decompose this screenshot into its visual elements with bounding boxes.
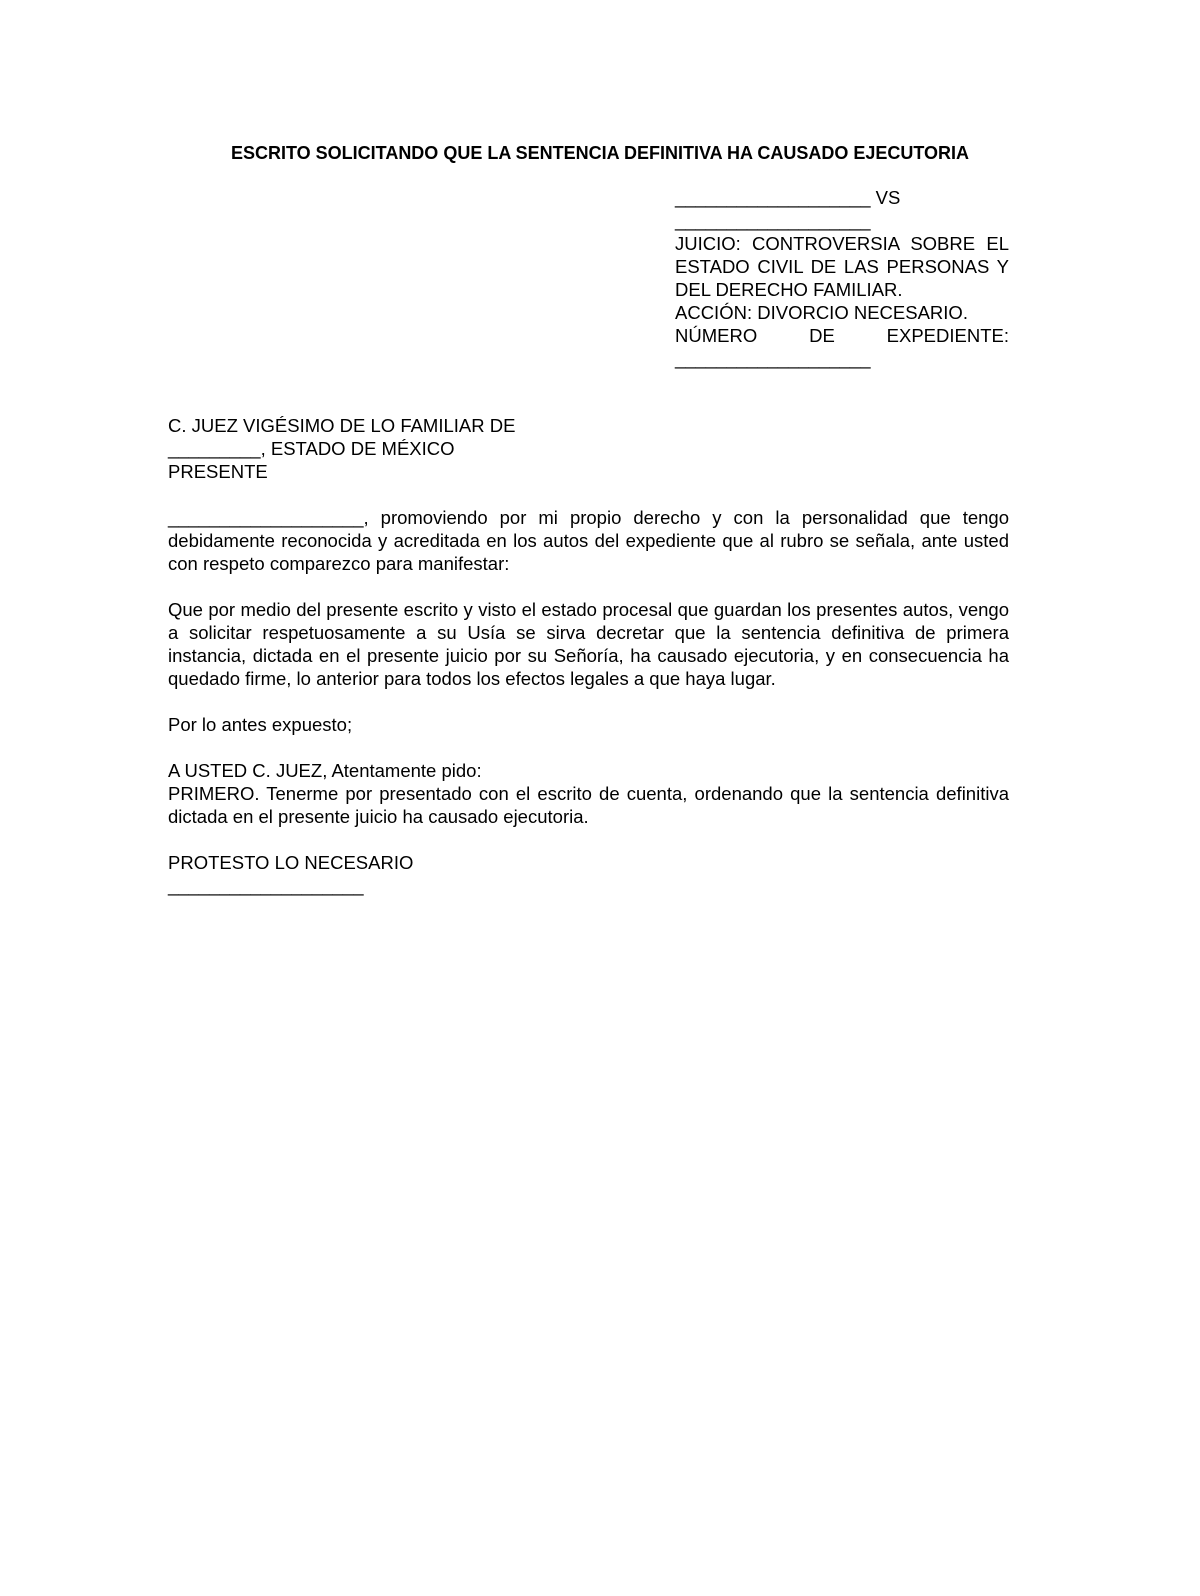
caption-parties-line: ___________________ VS	[675, 187, 901, 208]
document-body	[168, 414, 1009, 897]
case-caption	[675, 186, 1009, 370]
addressee-line-2: _________, ESTADO DE MÉXICO	[168, 438, 455, 459]
petition-first: PRIMERO. Tenerme por presentado con el escrito de cuenta, ordenando que la sentencia definitiva dictada en el presente juicio ha causado ejecutoria.	[168, 783, 1009, 827]
document-title: ESCRITO SOLICITANDO QUE LA SENTENCIA DEFINITIVA HA CAUSADO EJECUTORIA	[230, 143, 970, 163]
paragraph-expuesto: Por lo antes expuesto;	[168, 714, 353, 735]
addressee-line-1: C. JUEZ VIGÉSIMO DE LO FAMILIAR DE	[168, 415, 516, 436]
signature-line: ___________________	[168, 875, 364, 896]
closing-protesto: PROTESTO LO NECESARIO	[168, 852, 414, 873]
caption-expediente: NÚMERO DE EXPEDIENTE: ___________________	[675, 325, 1009, 369]
caption-blank-line: ___________________	[675, 210, 871, 231]
paragraph-introduction: ___________________, promoviendo por mi propio derecho y con la personalidad que tengo debidamente reconocida y acreditada en los autos del expediente que al rubro se señala, ante usted con respeto comparezco para manifestar:	[168, 507, 1009, 574]
caption-juicio: JUICIO: CONTROVERSIA SOBRE EL ESTADO CIVIL DE LAS PERSONAS Y DEL DERECHO FAMILIAR.	[675, 233, 1009, 300]
caption-accion: ACCIÓN: DIVORCIO NECESARIO.	[675, 302, 968, 323]
paragraph-request: Que por medio del presente escrito y visto el estado procesal que guardan los presentes autos, vengo a solicitar respetuosamente a su Usía se sirva decretar que la sentencia definitiva de primera instancia, dictada en el presente juicio por su Señoría, ha causado ejecutoria, y en consecuencia ha quedado firme, lo anterior para todos los efectos legales a que haya lugar.	[168, 599, 1009, 689]
addressee-line-3: PRESENTE	[168, 461, 268, 482]
petition-intro: A USTED C. JUEZ, Atentamente pido:	[168, 760, 482, 781]
